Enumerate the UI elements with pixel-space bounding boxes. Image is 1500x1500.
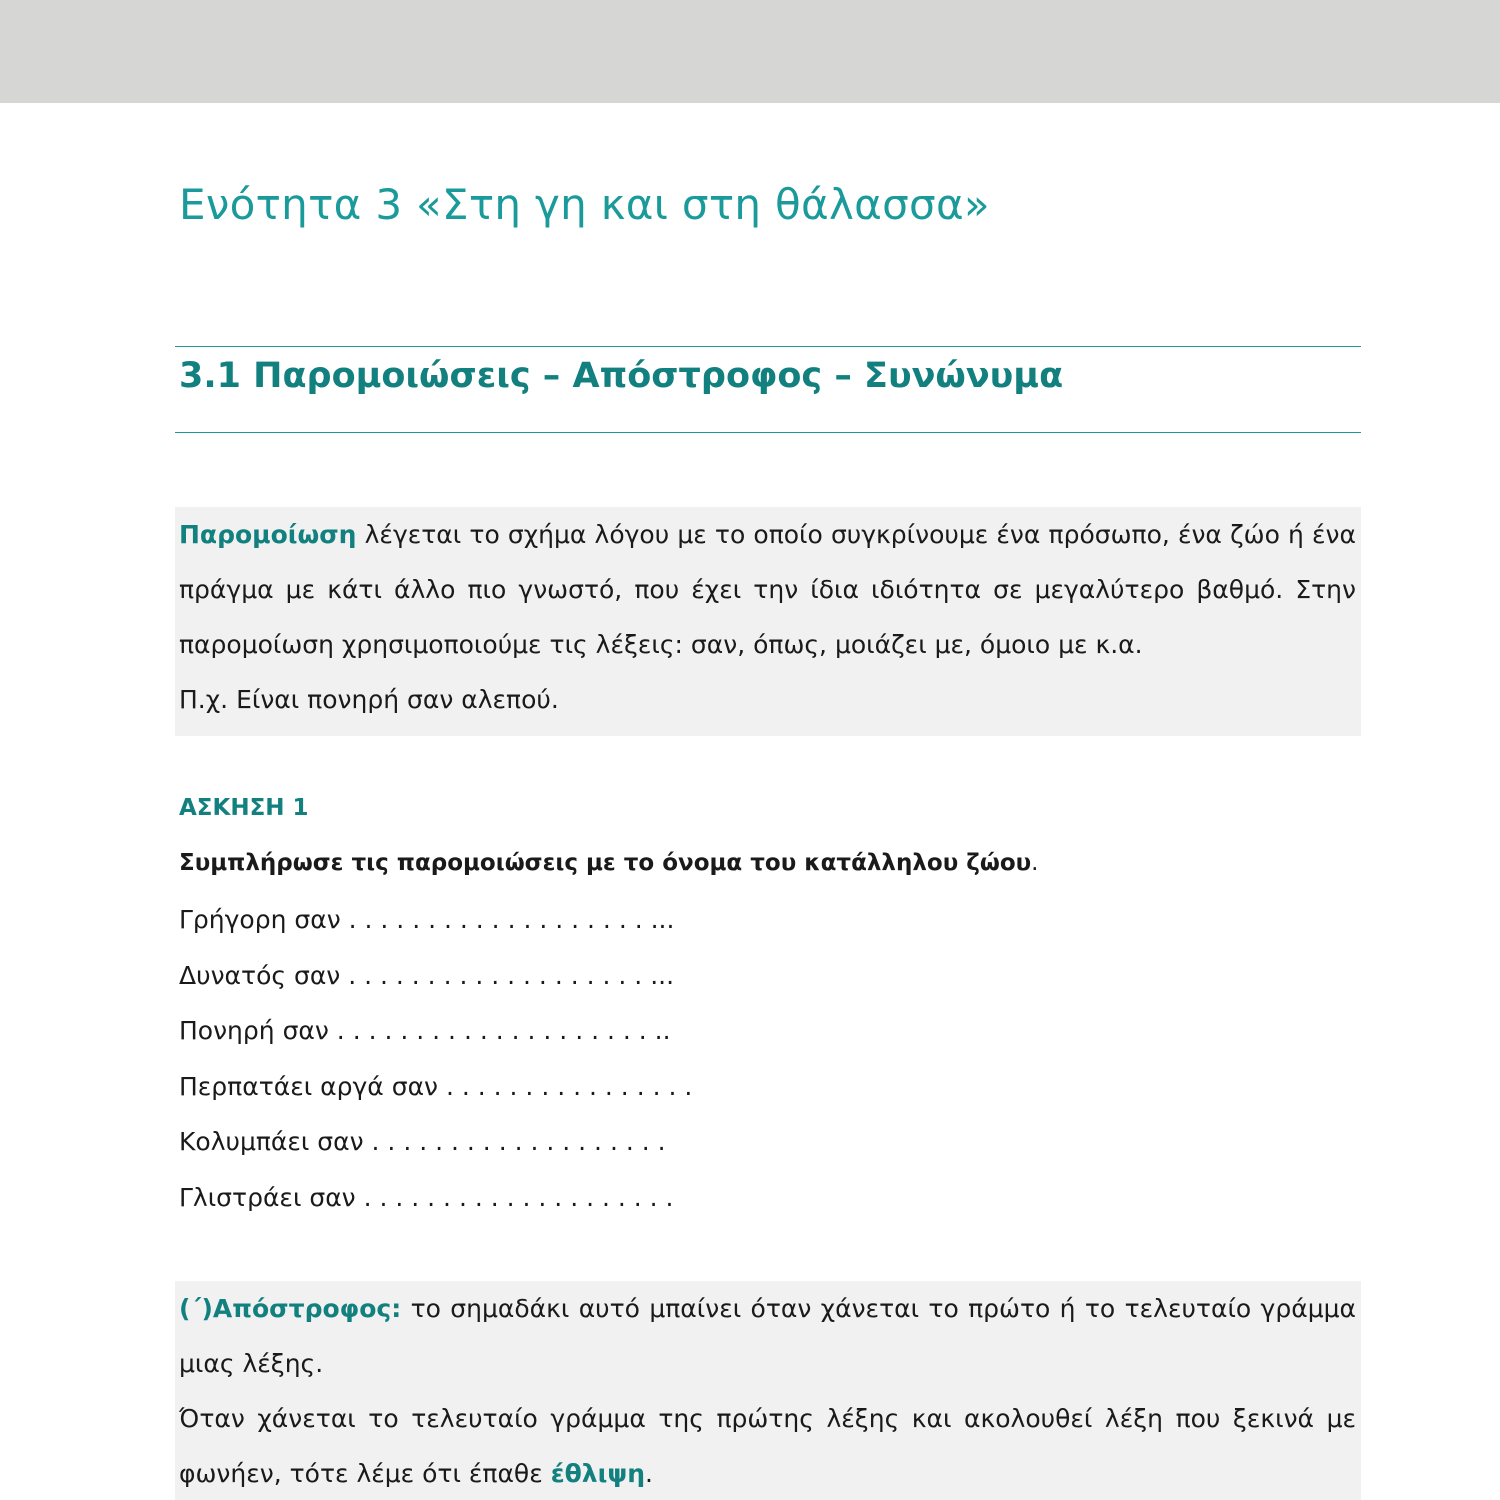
fill-in-item: Κολυμπάει σαν . . . . . . . . . . . . . . . . . . . <box>179 1127 666 1156</box>
elision-end: . <box>645 1459 653 1488</box>
apostrophe-definition-text: το σημαδάκι αυτό μπαίνει όταν χάνεται το πρώτο ή το τελευταίο γράμμα μιας λέξης. <box>179 1294 1356 1378</box>
exercise-label: ΑΣΚΗΣΗ 1 <box>179 795 309 821</box>
section-rule-top <box>175 346 1361 347</box>
section-rule-bottom <box>175 432 1361 433</box>
apostrophe-term: (΄)Απόστροφος: <box>179 1294 402 1323</box>
fill-in-item: Γλιστράει σαν . . . . . . . . . . . . . . . . . . . . <box>179 1182 674 1212</box>
fill-in-item: Γρήγορη σαν . . . . . . . . . . . . . . . . . . . ... <box>179 905 675 934</box>
fill-in-item: Δυνατός σαν . . . . . . . . . . . . . . . . . . . ... <box>179 960 675 990</box>
elision-term: έθλιψη <box>550 1459 646 1488</box>
apostrophe-definition-box <box>175 1281 1361 1500</box>
fill-in-item: Περπατάει αργά σαν . . . . . . . . . . . . . . . . <box>179 1071 693 1101</box>
elision-text: Όταν χάνεται το τελευταίο γράμμα της πρώτης λέξης και ακολουθεί λέξη που ξεκινά με φωνήεν, τότε λέμε ότι έπαθε <box>179 1404 1356 1488</box>
exercise-items <box>179 905 692 1238</box>
fill-in-item: Πονηρή σαν . . . . . . . . . . . . . . . . . . . . .. <box>179 1016 671 1045</box>
exercise-instruction-end: . <box>1031 850 1039 876</box>
simile-example: Π.χ. Είναι πονηρή σαν αλεπού. <box>179 685 559 714</box>
apostrophe-definition <box>179 1281 1356 1391</box>
simile-definition-text: λέγεται το σχήμα λόγου με το οποίο συγκρίνουμε ένα πρόσωπο, ένα ζώο ή ένα πράγμα με κάτι άλλο πιο γνωστό, που έχει την ίδια ιδιότητα σε μεγαλύτερο βαθμό. Στην παρομοίωση χρησιμοποιούμε τις λέξεις: σαν, όπως, μοιάζει με, όμοιο με κ.α. <box>179 520 1356 659</box>
unit-title: Ενότητα 3 «Στη γη και στη θάλασσα» <box>179 180 990 229</box>
exercise-instruction-text: Συμπλήρωσε τις παρομοιώσεις με το όνομα του κατάλληλου ζώου <box>179 850 1032 876</box>
elision-definition <box>179 1391 1356 1500</box>
exercise-instruction <box>179 850 1038 876</box>
simile-definition <box>179 507 1356 672</box>
header-band <box>0 0 1500 103</box>
simile-definition-box <box>175 507 1361 736</box>
simile-term: Παρομοίωση <box>179 520 357 549</box>
section-title: 3.1 Παρομοιώσεις – Απόστροφος – Συνώνυμα <box>179 356 1064 396</box>
